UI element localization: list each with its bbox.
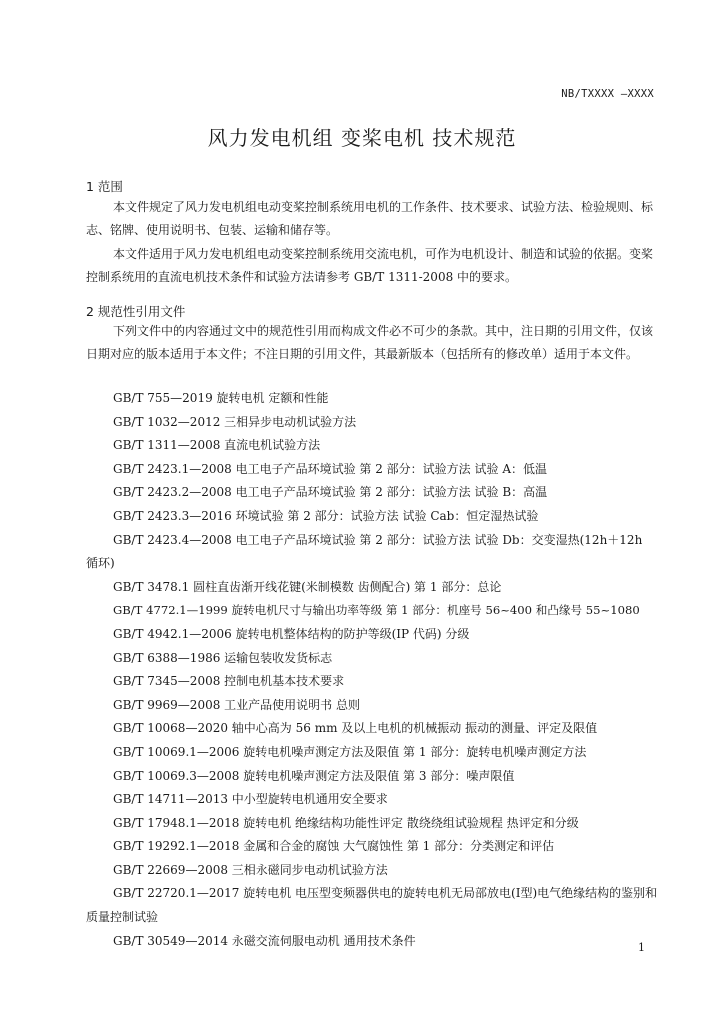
scope-paragraph-2: 本文件适用于风力发电机组电动变桨控制系统用交流电机，可作为电机设计、制造和试验的依据。变桨控制系统用的直流电机技术条件和试验方法请参考 GB/T 1311-2008 中的要求。 <box>86 247 654 285</box>
reference-item: GB/T 2423.2—2008 电工电子产品环境试验 第 2 部分：试验方法 试验 B：高温 <box>113 485 548 500</box>
reference-item: GB/T 4942.1—2006 旋转电机整体结构的防护等级(IP 代码) 分级 <box>113 626 470 641</box>
section-heading-scope: 1 范围 <box>86 179 123 194</box>
reference-item: GB/T 22720.1—2017 旋转电机 电压型变频器供电的旋转电机无局部放电(Ⅰ型)电气绝缘结构的鉴别和质量控制试验 <box>86 886 658 925</box>
reference-item: GB/T 4772.1—1999 旋转电机尺寸与输出功率等级 第 1 部分：机座号 56~400 和凸缘号 55~1080 <box>113 603 640 618</box>
reference-item: GB/T 6388—1986 运输包装收发货标志 <box>113 650 333 665</box>
reference-item: GB/T 2423.4—2008 电工电子产品环境试验 第 2 部分：试验方法 试验 Db：交变湿热(12h＋12h 循环) <box>86 532 643 571</box>
document-code: NB/TXXXX —XXXX <box>561 88 654 100</box>
reference-item: GB/T 30549—2014 永磁交流伺服电动机 通用技术条件 <box>113 933 416 948</box>
page-number: 1 <box>638 941 645 954</box>
reference-item: GB/T 17948.1—2018 旋转电机 绝缘结构功能性评定 散绕绕组试验规程 热评定和分级 <box>113 815 579 830</box>
scope-paragraph-1: 本文件规定了风力发电机组电动变桨控制系统用电机的工作条件、技术要求、试验方法、检验规则、标志、铭牌、使用说明书、包装、运输和储存等。 <box>86 200 654 238</box>
document-title: 风力发电机组 变桨电机 技术规范 <box>207 126 517 150</box>
reference-item: GB/T 14711—2013 中小型旋转电机通用安全要求 <box>113 792 388 807</box>
reference-item: GB/T 7345—2008 控制电机基本技术要求 <box>113 674 345 689</box>
reference-item: GB/T 2423.3—2016 环境试验 第 2 部分：试验方法 试验 Cab：恒定湿热试验 <box>113 508 539 523</box>
reference-item: GB/T 19292.1—2018 金属和合金的腐蚀 大气腐蚀性 第 1 部分：分类测定和评估 <box>113 839 555 854</box>
reference-item: GB/T 755—2019 旋转电机 定额和性能 <box>113 391 329 405</box>
reference-item: GB/T 10069.1—2006 旋转电机噪声测定方法及限值 第 1 部分：旋转电机噪声测定方法 <box>113 744 587 759</box>
reference-item: GB/T 10068—2020 轴中心高为 56 mm 及以上电机的机械振动 振动的测量、评定及限值 <box>113 721 598 736</box>
reference-item: GB/T 9969—2008 工业产品使用说明书 总则 <box>113 697 360 712</box>
reference-item: GB/T 3478.1 圆柱直齿渐开线花键(米制模数 齿侧配合) 第 1 部分：总论 <box>113 579 502 594</box>
reference-list <box>86 387 658 953</box>
reference-item: GB/T 22669—2008 三相永磁同步电动机试验方法 <box>113 862 388 877</box>
reference-item: GB/T 1032—2012 三相异步电动机试验方法 <box>113 414 357 429</box>
references-intro-paragraph: 下列文件中的内容通过文中的规范性引用而构成文件必不可少的条款。其中，注日期的引用文件，仅该日期对应的版本适用于本文件；不注日期的引用文件，其最新版本（包括所有的修改单）适用于本文件。 <box>86 324 654 362</box>
reference-item: GB/T 10069.3—2008 旋转电机噪声测定方法及限值 第 3 部分：噪声限值 <box>113 768 515 783</box>
reference-item: GB/T 2423.1—2008 电工电子产品环境试验 第 2 部分：试验方法 试验 A：低温 <box>113 461 547 476</box>
reference-item: GB/T 1311—2008 直流电机试验方法 <box>113 438 321 453</box>
section-heading-normative-references: 2 规范性引用文件 <box>86 304 186 319</box>
